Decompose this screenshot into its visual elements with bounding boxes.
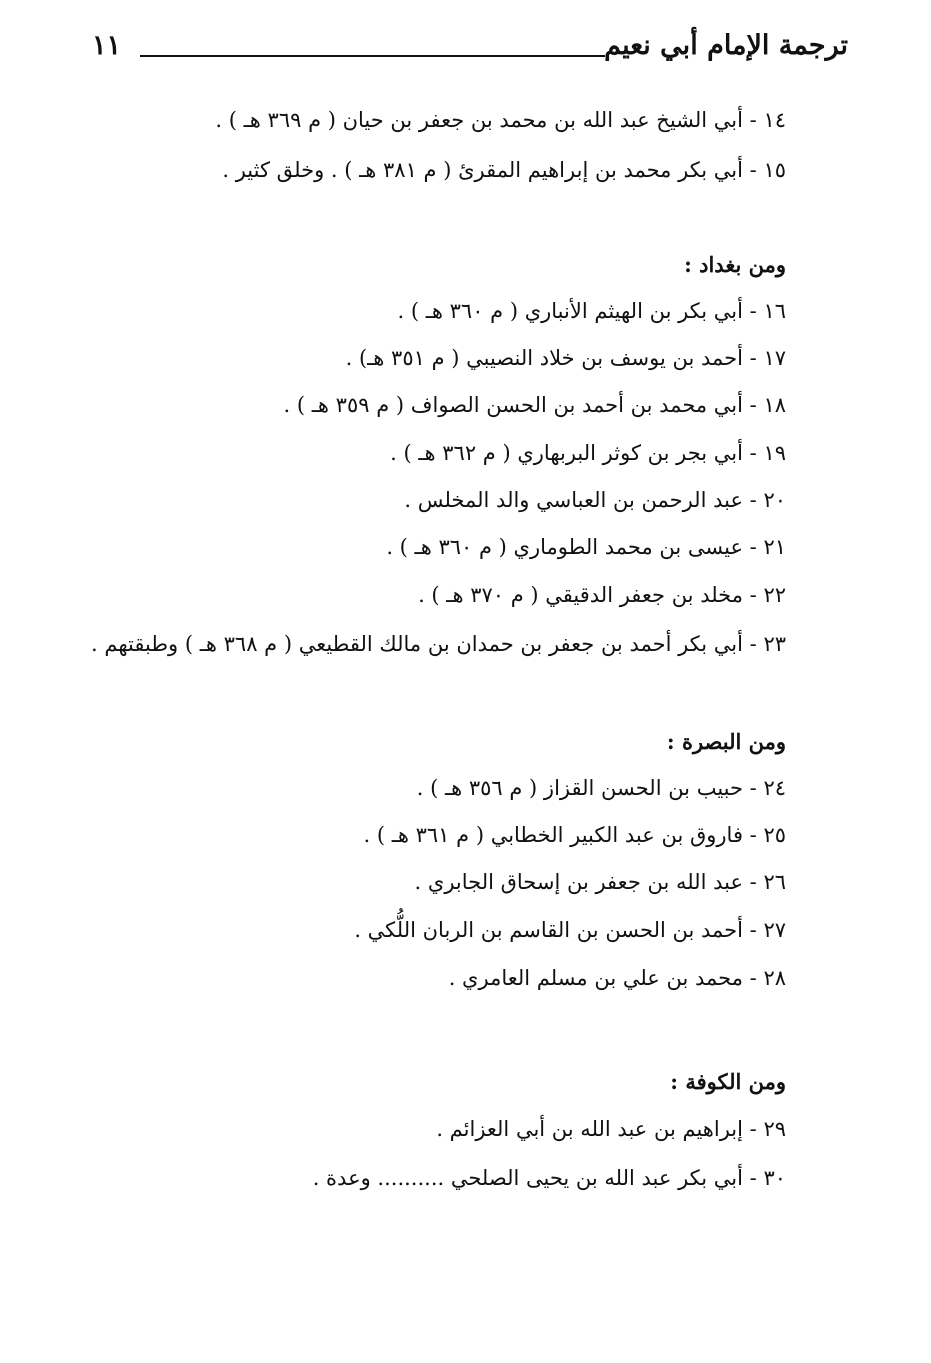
list-item: ٢٢ - مخلد بن جعفر الدقيقي ( م ٣٧٠ هـ ) . — [418, 583, 786, 607]
list-item: ٢٣ - أبي بكر أحمد بن جعفر بن حمدان بن مالك القطيعي ( م ٣٦٨ هـ ) وطبقتهم . — [91, 632, 786, 656]
section-heading-baghdad: ومن بغداد : — [684, 252, 786, 277]
header-rule — [140, 55, 605, 57]
list-item: ١٨ - أبي محمد بن أحمد بن الحسن الصواف ( م ٣٥٩ هـ ) . — [283, 393, 786, 417]
running-title: ترجمة الإمام أبي نعيم — [604, 30, 848, 61]
list-item: ٢٨ - محمد بن علي بن مسلم العامري . — [448, 966, 786, 990]
list-item: ٢٧ - أحمد بن الحسن بن القاسم بن الربان اللُّكي . — [354, 918, 786, 942]
list-item: ٢٤ - حبيب بن الحسن القزاز ( م ٣٥٦ هـ ) . — [416, 776, 786, 800]
page-header — [80, 22, 848, 82]
list-item: ٢٩ - إبراهيم بن عبد الله بن أبي العزائم . — [436, 1117, 786, 1141]
list-item: ٢٠ - عبد الرحمن بن العباسي والد المخلس . — [404, 488, 786, 512]
page-number: ١١ — [92, 30, 122, 61]
list-item: ٣٠ - أبي بكر عبد الله بن يحيى الصلحي .......... وعدة . — [312, 1166, 786, 1190]
list-item: ١٥ - أبي بكر محمد بن إبراهيم المقرئ ( م ٣٨١ هـ ) . وخلق كثير . — [222, 158, 786, 182]
list-item: ١٤ - أبي الشيخ عبد الله بن محمد بن جعفر بن حيان ( م ٣٦٩ هـ ) . — [215, 108, 786, 132]
list-item: ١٩ - أبي بجر بن كوثر البربهاري ( م ٣٦٢ هـ ) . — [390, 441, 786, 465]
list-item: ٢٦ - عبد الله بن جعفر بن إسحاق الجابري . — [414, 870, 786, 894]
list-item: ٢٥ - فاروق بن عبد الكبير الخطابي ( م ٣٦١ هـ ) . — [363, 823, 786, 847]
list-item: ٢١ - عيسى بن محمد الطوماري ( م ٣٦٠ هـ ) . — [386, 535, 786, 559]
list-item: ١٦ - أبي بكر بن الهيثم الأنباري ( م ٣٦٠ هـ ) . — [397, 299, 786, 323]
section-heading-basra: ومن البصرة : — [666, 729, 786, 754]
list-item: ١٧ - أحمد بن يوسف بن خلاد النصيبي ( م ٣٥١ هـ) . — [345, 346, 786, 370]
section-heading-kufa: ومن الكوفة : — [670, 1069, 786, 1094]
